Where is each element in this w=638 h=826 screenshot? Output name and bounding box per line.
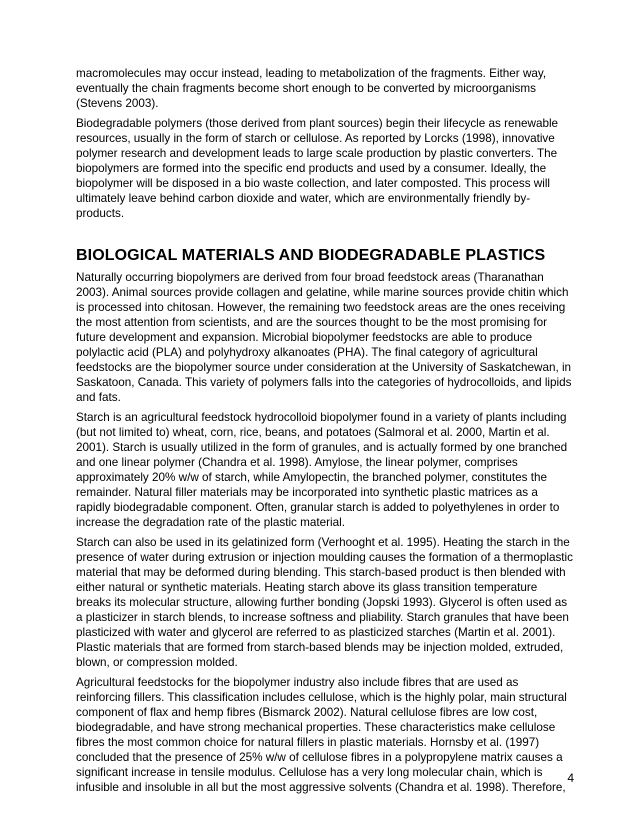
paragraph-metabolization: macromolecules may occur instead, leading to metabolization of the fragments. Either way, eventually the chain fragments become short enough to be converted by microorganisms (Stevens 2003). — [76, 67, 547, 110]
paragraph-starch: Starch is an agricultural feedstock hydrocolloid biopolymer found in a variety of plants including (but not limited to) wheat, corn, rice, beans, and potatoes (Salmoral et al. 2000, Martin et al. 2001). Starch is usually utilized in the form of granules, and is actually formed by one branched and one linear polymer (Chandra et al. 1998). Amylose, the linear polymer, comprises approximately 20% w/w of starch, while Amylopectin, the branched polymer, constitutes the remainder. Natural filler materials may be incorporated into synthetic plastic matrices as a rapidly biodegradable component. Often, granular starch is added to polyethylenes in order to increase the degradation rate of the plastic material. — [76, 411, 568, 529]
paragraph-fibres: Agricultural feedstocks for the biopolymer industry also include fibres that are used as reinforcing fillers. This classification includes cellulose, which is the highly polar, main structural component of flax and hemp fibres (Bismarck 2002). Natural cellulose fibres are low cost, biodegradable, and have strong mechanical properties. These characteristics make cellulose fibres the most common choice for natural fillers in plastic materials. Hornsby et al. (1997) concluded that the presence of 25% w/w of cellulose fibres in a polypropylene matrix causes a significant increase in tensile modulus. Cellulose has a very long molecular chain, which is infusible and insoluble in all but the most aggressive solvents (Chandra et al. 1998). Therefore, — [76, 676, 567, 794]
document-body — [76, 66, 574, 800]
paragraph-biodegradable-lifecycle: Biodegradable polymers (those derived from plant sources) begin their lifecycle as renewable resources, usually in the form of starch or cellulose. As reported by Lorcks (1998), innovative polymer research and development leads to large scale production by plastic converters. The biopolymers are formed into the specific end products and used by a consumer. Ideally, the biopolymer will be disposed in a bio waste collection, and later composted. This process will ultimately leave behind carbon dioxide and water, which are environmentally friendly by-products. — [76, 117, 559, 220]
page-number: 4 — [567, 771, 574, 785]
paragraph-gelatinized-starch: Starch can also be used in its gelatinized form (Verhooght et al. 1995). Heating the starch in the presence of water during extrusion or injection moulding causes the formation of a thermoplastic material that may be deformed during blending. This starch-based product is then blended with either natural or synthetic materials. Heating starch above its glass transition temperature breaks its molecular structure, allowing further bonding (Jopski 1993). Glycerol is often used as a plasticizer in starch blends, to increase softness and pliability. Starch granules that have been plasticized with water and glycerol are referred to as plasticized starches (Martin et al. 2001). Plastic materials that are formed from starch-based blends may be injection molded, extruded, blown, or compression molded. — [76, 536, 573, 669]
paragraph-feedstock-areas: Naturally occurring biopolymers are derived from four broad feedstock areas (Tharanathan 2003). Animal sources provide collagen and gelatine, while marine sources provide chitin which is processed into chitosan. However, the remaining two feedstock areas are the ones receiving the most attention from scientists, and are the sources thought to be the most promising for future development and expansion. Microbial biopolymer feedstocks are able to produce polylactic acid (PLA) and polyhydroxy alkanoates (PHA). The final category of agricultural feedstocks are the biopolymer source under consideration at the University of Saskatchewan, in Saskatoon, Canada. This variety of polymers falls into the categories of hydrocolloids, and lipids and fats. — [76, 271, 572, 404]
section-heading: BIOLOGICAL MATERIALS AND BIODEGRADABLE PLASTICS — [76, 247, 546, 264]
